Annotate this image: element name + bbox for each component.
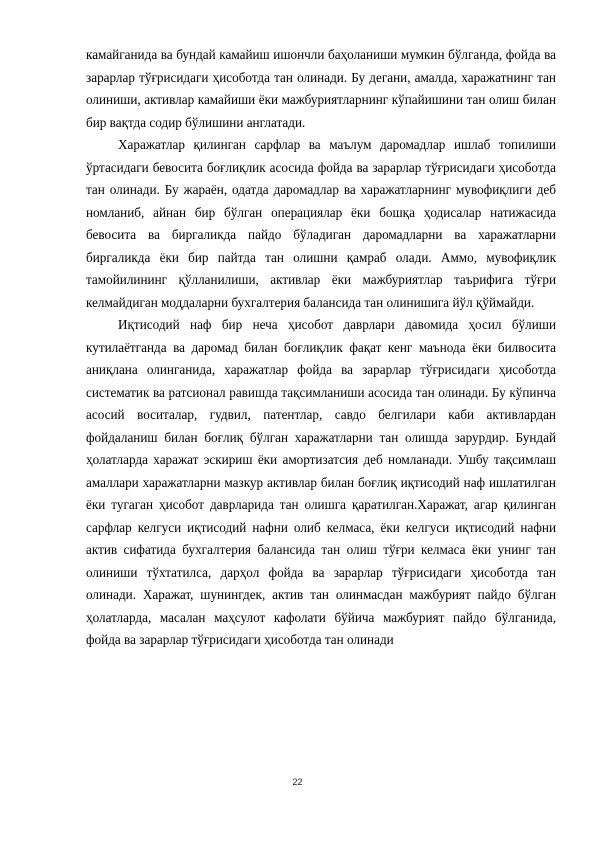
paragraph-economic-benefit: Иқтисодий наф бир неча ҳисобот даврлари давомида ҳосил бўлиши кутилаётганда ва даромад билан боғлиқлик фақат кенг маънода ёки билвосита аниқлана олинганида, харажатлар фойда ва зарарлар тўғрисидаги ҳисоботда систематик ва ратсионал равишда тақсимланиши асосида тан олинади. Бу кўпинча асосий воситалар, гудвил, патентлар, савдо белгилари каби активлардан фойдаланиш билан боғлиқ бўлган харажатларни тан олишда зарурдир. Бундай ҳолатларда харажат эскириш ёки амортизатсия деб номланади. Ушбу тақсимлаш амаллари харажатларни мазкур активлар билан боғлиқ иқтисодий наф ишлатилган ёки тугаган ҳисобот даврларида тан олишга қаратилган.Харажат, агар қилинган сарфлар келгуси иқтисодий нафни олиб келмаса, ёки келгуси иқтисодий нафни актив сифатида бухгалтерия балансида тан олиш тўғри келмаса ёки унинг тан олиниши тўхтатилса, дарҳол фойда ва зарарлар тўғрисидаги ҳисоботда тан олинади. Харажат, шунингдек, актив тан олинмасдан мажбурият пайдо бўлган ҳолатларда, масалан маҳсулот кафолати бўйича мажбурият пайдо бўлганида, фойда ва зарарлар тўғрисидаги ҳисоботда тан олинади — [86, 317, 556, 647]
paragraph-continuation: камайганида ва бундай камайиш ишончли баҳоланиши мумкин бўлганда, фойда ва зарарлар тўғрисидаги ҳисоботда тан олинади. Бу дегани, амалда, харажатнинг тан олиниши, активлар камайиши ёки мажбуриятларнинг кўпайишини тан олиш билан бир вақтда содир бўлишини англатади. — [86, 47, 556, 130]
paragraph-expense-recognition: Харажатлар қилинган сарфлар ва маълум даромадлар ишлаб топилиши ўртасидаги бевосита боғлиқлик асосида фойда ва зарарлар тўғрисидаги ҳисоботда тан олинади. Бу жараён, одатда даромадлар ва харажатларнинг мувофиқлиги деб номланиб, айнан бир бўлган операциялар ёки бошқа ҳодисалар натижасида бевосита ва биргаликда пайдо бўладиган даромадларни ва харажатларни биргаликда ёки бир пайтда тан олишни қамраб олади. Аммо, мувофиқлик тамойилининг қўлланилиши, активлар ёки мажбуриятлар таърифига тўғри келмайдиган моддаларни бухгалтерия балансида тан олинишига йўл қўймайди. — [86, 137, 556, 310]
body-text — [86, 44, 556, 652]
page-number: 22 — [292, 777, 303, 787]
